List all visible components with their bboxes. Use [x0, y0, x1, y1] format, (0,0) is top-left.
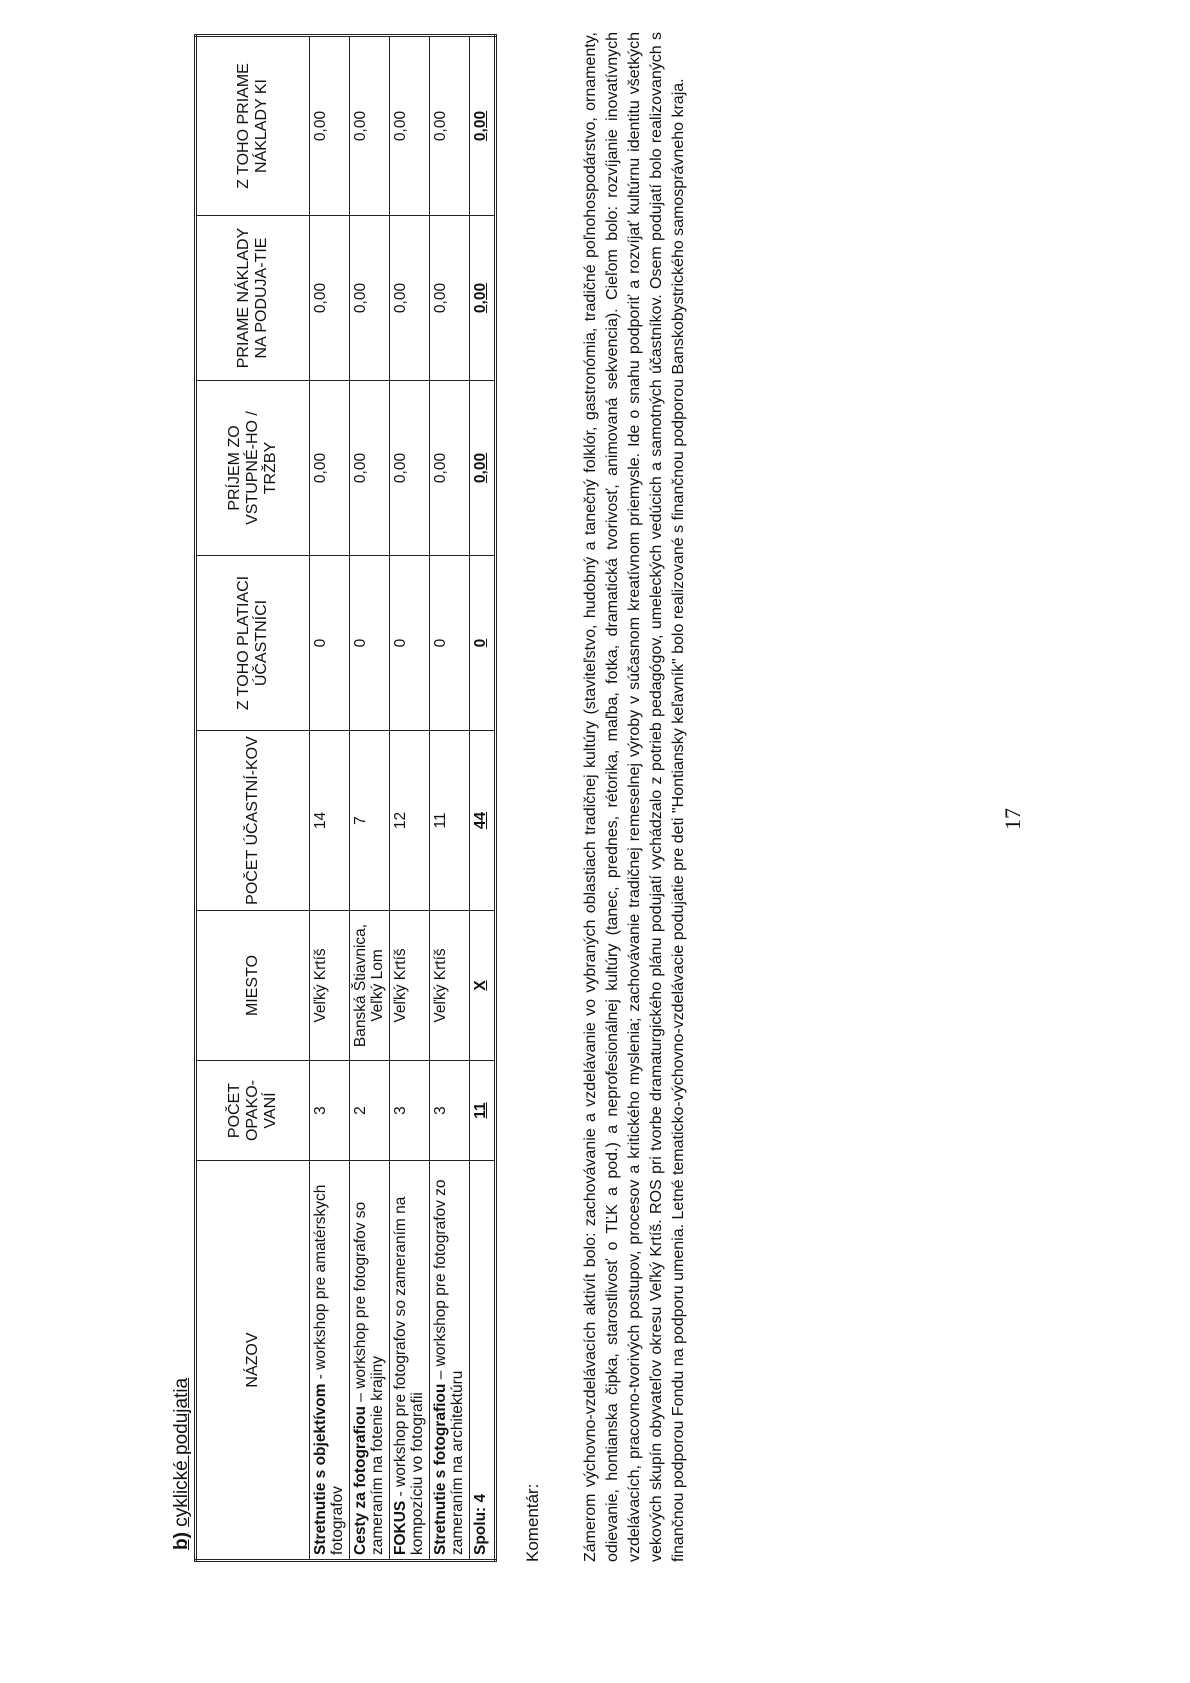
row-participants: 7: [350, 731, 390, 911]
section-letter: b): [171, 1532, 192, 1550]
row-place: Veľký Krtíš: [390, 911, 430, 1061]
section-heading: [170, 1378, 194, 1550]
row-costs-ki: 0,00: [350, 36, 390, 216]
table-header-row: [196, 36, 310, 1561]
comment-label: Komentár:: [523, 1483, 542, 1562]
header-costs-ki: Z TOHO PRIAME NÁKLADY KI: [196, 36, 310, 216]
row-participants: 11: [430, 731, 470, 911]
table-total-row: [470, 36, 496, 1561]
row-costs: 0,00: [350, 216, 390, 381]
row-name-bold: FOKUS: [392, 1500, 409, 1555]
row-paying: 0: [430, 556, 470, 731]
row-name-bold: Stretnutie s objektívom: [312, 1383, 329, 1555]
page-number: 17: [1000, 808, 1025, 830]
row-costs-ki: 0,00: [310, 36, 350, 216]
table-row: [430, 36, 470, 1561]
row-income: 0,00: [350, 381, 390, 556]
table-row: [350, 36, 390, 1561]
header-participants: POČET ÚČASTNÍ-KOV: [196, 731, 310, 911]
row-name-bold: Cesty za fotografiou: [352, 1406, 369, 1555]
row-costs: 0,00: [430, 216, 470, 381]
row-paying: 0: [350, 556, 390, 731]
row-name: [390, 1161, 430, 1561]
row-place: Banská Štiavnica, Veľký Lom: [350, 911, 390, 1061]
row-name: [350, 1161, 390, 1561]
total-costs-ki: 0,00: [470, 36, 496, 216]
row-income: 0,00: [430, 381, 470, 556]
total-participants: 44: [470, 731, 496, 911]
row-name: [310, 1161, 350, 1561]
total-income: 0,00: [470, 381, 496, 556]
total-place: X: [470, 911, 496, 1061]
row-name: [430, 1161, 470, 1561]
row-costs: 0,00: [310, 216, 350, 381]
row-repeats: 2: [350, 1061, 390, 1161]
table-row: [310, 36, 350, 1561]
total-paying: 0: [470, 556, 496, 731]
row-repeats: 3: [310, 1061, 350, 1161]
total-label: Spolu: 4: [470, 1161, 496, 1561]
rotated-page-content: [170, 0, 1170, 1590]
row-repeats: 3: [430, 1061, 470, 1161]
total-repeats: 11: [470, 1061, 496, 1161]
row-name-rest: - workshop pre fotografov so zameraním na kompozíciu vo fotografii: [392, 1196, 426, 1555]
row-income: 0,00: [310, 381, 350, 556]
row-paying: 0: [390, 556, 430, 731]
total-costs: 0,00: [470, 216, 496, 381]
header-name: NÁZOV: [196, 1161, 310, 1561]
row-costs-ki: 0,00: [390, 36, 430, 216]
row-paying: 0: [310, 556, 350, 731]
row-name-rest: - workshop pre amatérskych fotografov: [312, 1184, 346, 1555]
row-participants: 12: [390, 731, 430, 911]
row-place: Veľký Krtíš: [430, 911, 470, 1061]
row-place: Veľký Krtíš: [310, 911, 350, 1061]
comment-text: Zámerom výchovno-vzdelávacích aktivít bolo: zachovávanie a vzdelávanie vo vybraných oblastiach tradičnej kultúry (staviteľstvo, hudobný a tanečný folklór, gastronómia, tradičné poľnohospodárstvo, ornamenty, odievanie, hontianska čipka, starostlivosť o TĽK a pod.) a neprofesionálnej kultúry (tanec, prednes, rétorika, maľba, fotka, dramatická tvorivosť, animovaná sekvencia). Cieľom bolo: rozvíjanie inovatívnych vzdelávacích, pracovno-tvorivých postupov, procesov a kritického myslenia; zachovávanie tradičnej remeselnej výroby v súčasnom kreatívnom priemysle. Ide o snahu podporiť a rozvíjať kultúrnu identitu všetkých vekových skupín obyvateľov okresu Veľký Krtíš. ROS pri tvorbe dramaturgického plánu podujatí vychádzalo z potrieb pedagógov, umeleckých vedúcich a samotných účastníkov. Osem podujatí bolo realizovaných s finančnou podporou Fondu na podporu umenia. Letné tematicko-výchovno-vzdelávacie podujatie pre deti "Hontiansky keľavník" bolo realizované s finančnou podporou Banskobystrického samosprávneho kraja.: [582, 32, 687, 1562]
header-place: MIESTO: [196, 911, 310, 1061]
events-table: [194, 34, 497, 1562]
header-income: PRÍJEM ZO VSTUPNÉ-HO / TRŽBY: [196, 381, 310, 556]
header-costs: PRIAME NÁKLADY NA PODUJA-TIE: [196, 216, 310, 381]
header-repeats: POČET OPAKO-VANÍ: [196, 1061, 310, 1161]
row-costs-ki: 0,00: [430, 36, 470, 216]
row-name-bold: Stretnutie s fotografiou: [432, 1383, 449, 1555]
row-costs: 0,00: [390, 216, 430, 381]
table-row: [390, 36, 430, 1561]
row-repeats: 3: [390, 1061, 430, 1161]
row-participants: 14: [310, 731, 350, 911]
row-name-rest: – workshop pre fotografov so zameraním na fotenie krajiny: [352, 1201, 386, 1555]
row-name-rest: – workshop pre fotografov zo zameraním na architektúru: [432, 1179, 466, 1555]
row-income: 0,00: [390, 381, 430, 556]
section-title: cyklické podujatia: [171, 1377, 192, 1527]
header-paying: Z TOHO PLATIACI ÚČASTNÍCI: [196, 556, 310, 731]
